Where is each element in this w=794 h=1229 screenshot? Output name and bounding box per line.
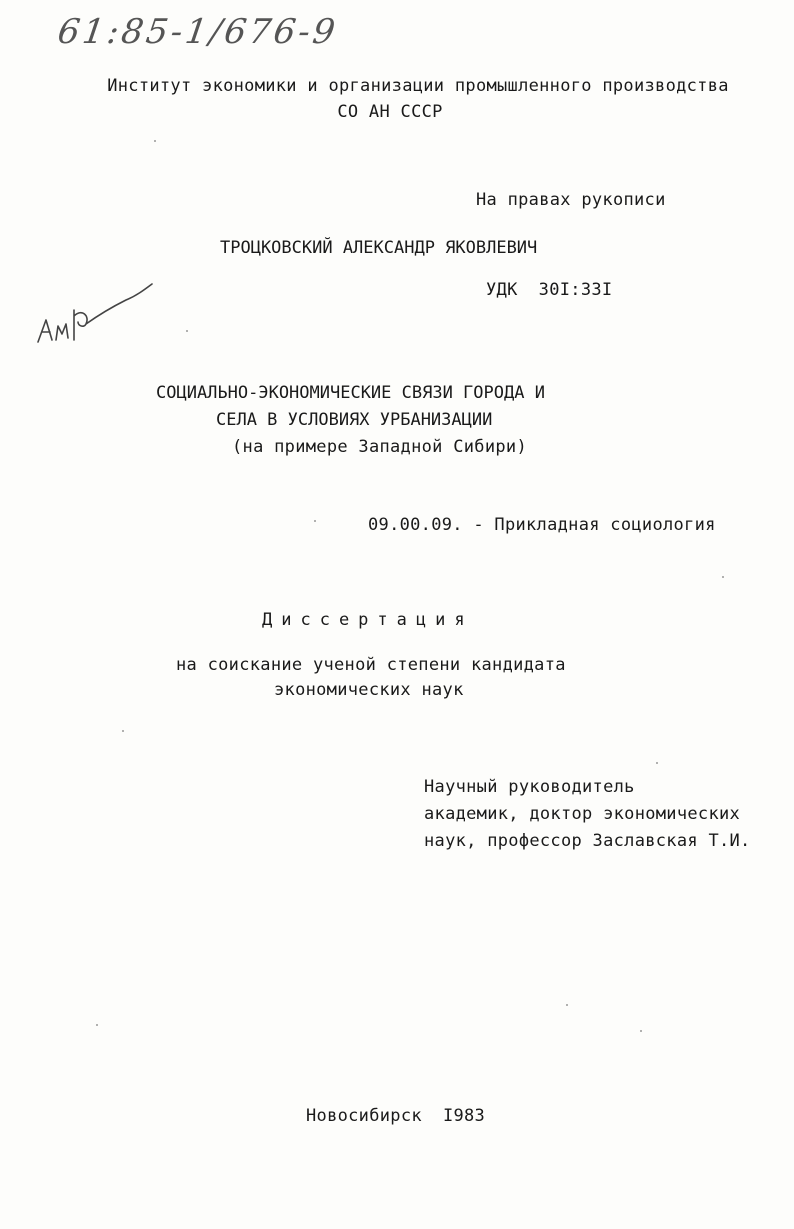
- dissertation-title-line-1: СОЦИАЛЬНО-ЭКОНОМИЧЕСКИЕ СВЯЗИ ГОРОДА И: [156, 383, 545, 403]
- scan-speck: [186, 330, 188, 332]
- advisor-title: академик, доктор экономических: [424, 804, 741, 824]
- manuscript-rights-note: На правах рукописи: [476, 190, 666, 210]
- institute-affiliation: СО АН СССР: [337, 102, 443, 122]
- handwritten-signature: [30, 270, 160, 350]
- advisor-label: Научный руководитель: [424, 777, 635, 797]
- specialty-code: 09.00.09. - Прикладная социология: [368, 515, 716, 535]
- scan-speck: [566, 1004, 568, 1006]
- degree-purpose-line-2: экономических наук: [274, 680, 464, 700]
- advisor-name: наук, профессор Заславская Т.И.: [424, 831, 751, 851]
- dissertation-title-line-2: СЕЛА В УСЛОВИЯХ УРБАНИЗАЦИИ: [216, 410, 493, 430]
- institute-name: Институт экономики и организации промышленного производства: [107, 76, 729, 96]
- udc-code: УДК 30I:33I: [486, 280, 613, 300]
- scan-speck: [96, 1024, 98, 1026]
- scan-speck: [314, 520, 316, 522]
- scan-speck: [640, 1030, 642, 1032]
- scan-speck: [722, 576, 724, 578]
- handwritten-archive-code: 61:85-1/676-9: [55, 12, 341, 52]
- city-and-year: Новосибирск I983: [306, 1106, 486, 1126]
- author-name: ТРОЦКОВСКИЙ АЛЕКСАНДР ЯКОВЛЕВИЧ: [220, 238, 538, 258]
- scan-speck: [154, 140, 156, 142]
- document-type-heading: Диссертация: [262, 610, 474, 630]
- degree-purpose-line-1: на соискание ученой степени кандидата: [176, 655, 566, 675]
- scan-speck: [122, 730, 124, 732]
- dissertation-title-line-3: (на примере Западной Сибири): [232, 437, 527, 457]
- scan-speck: [656, 762, 658, 764]
